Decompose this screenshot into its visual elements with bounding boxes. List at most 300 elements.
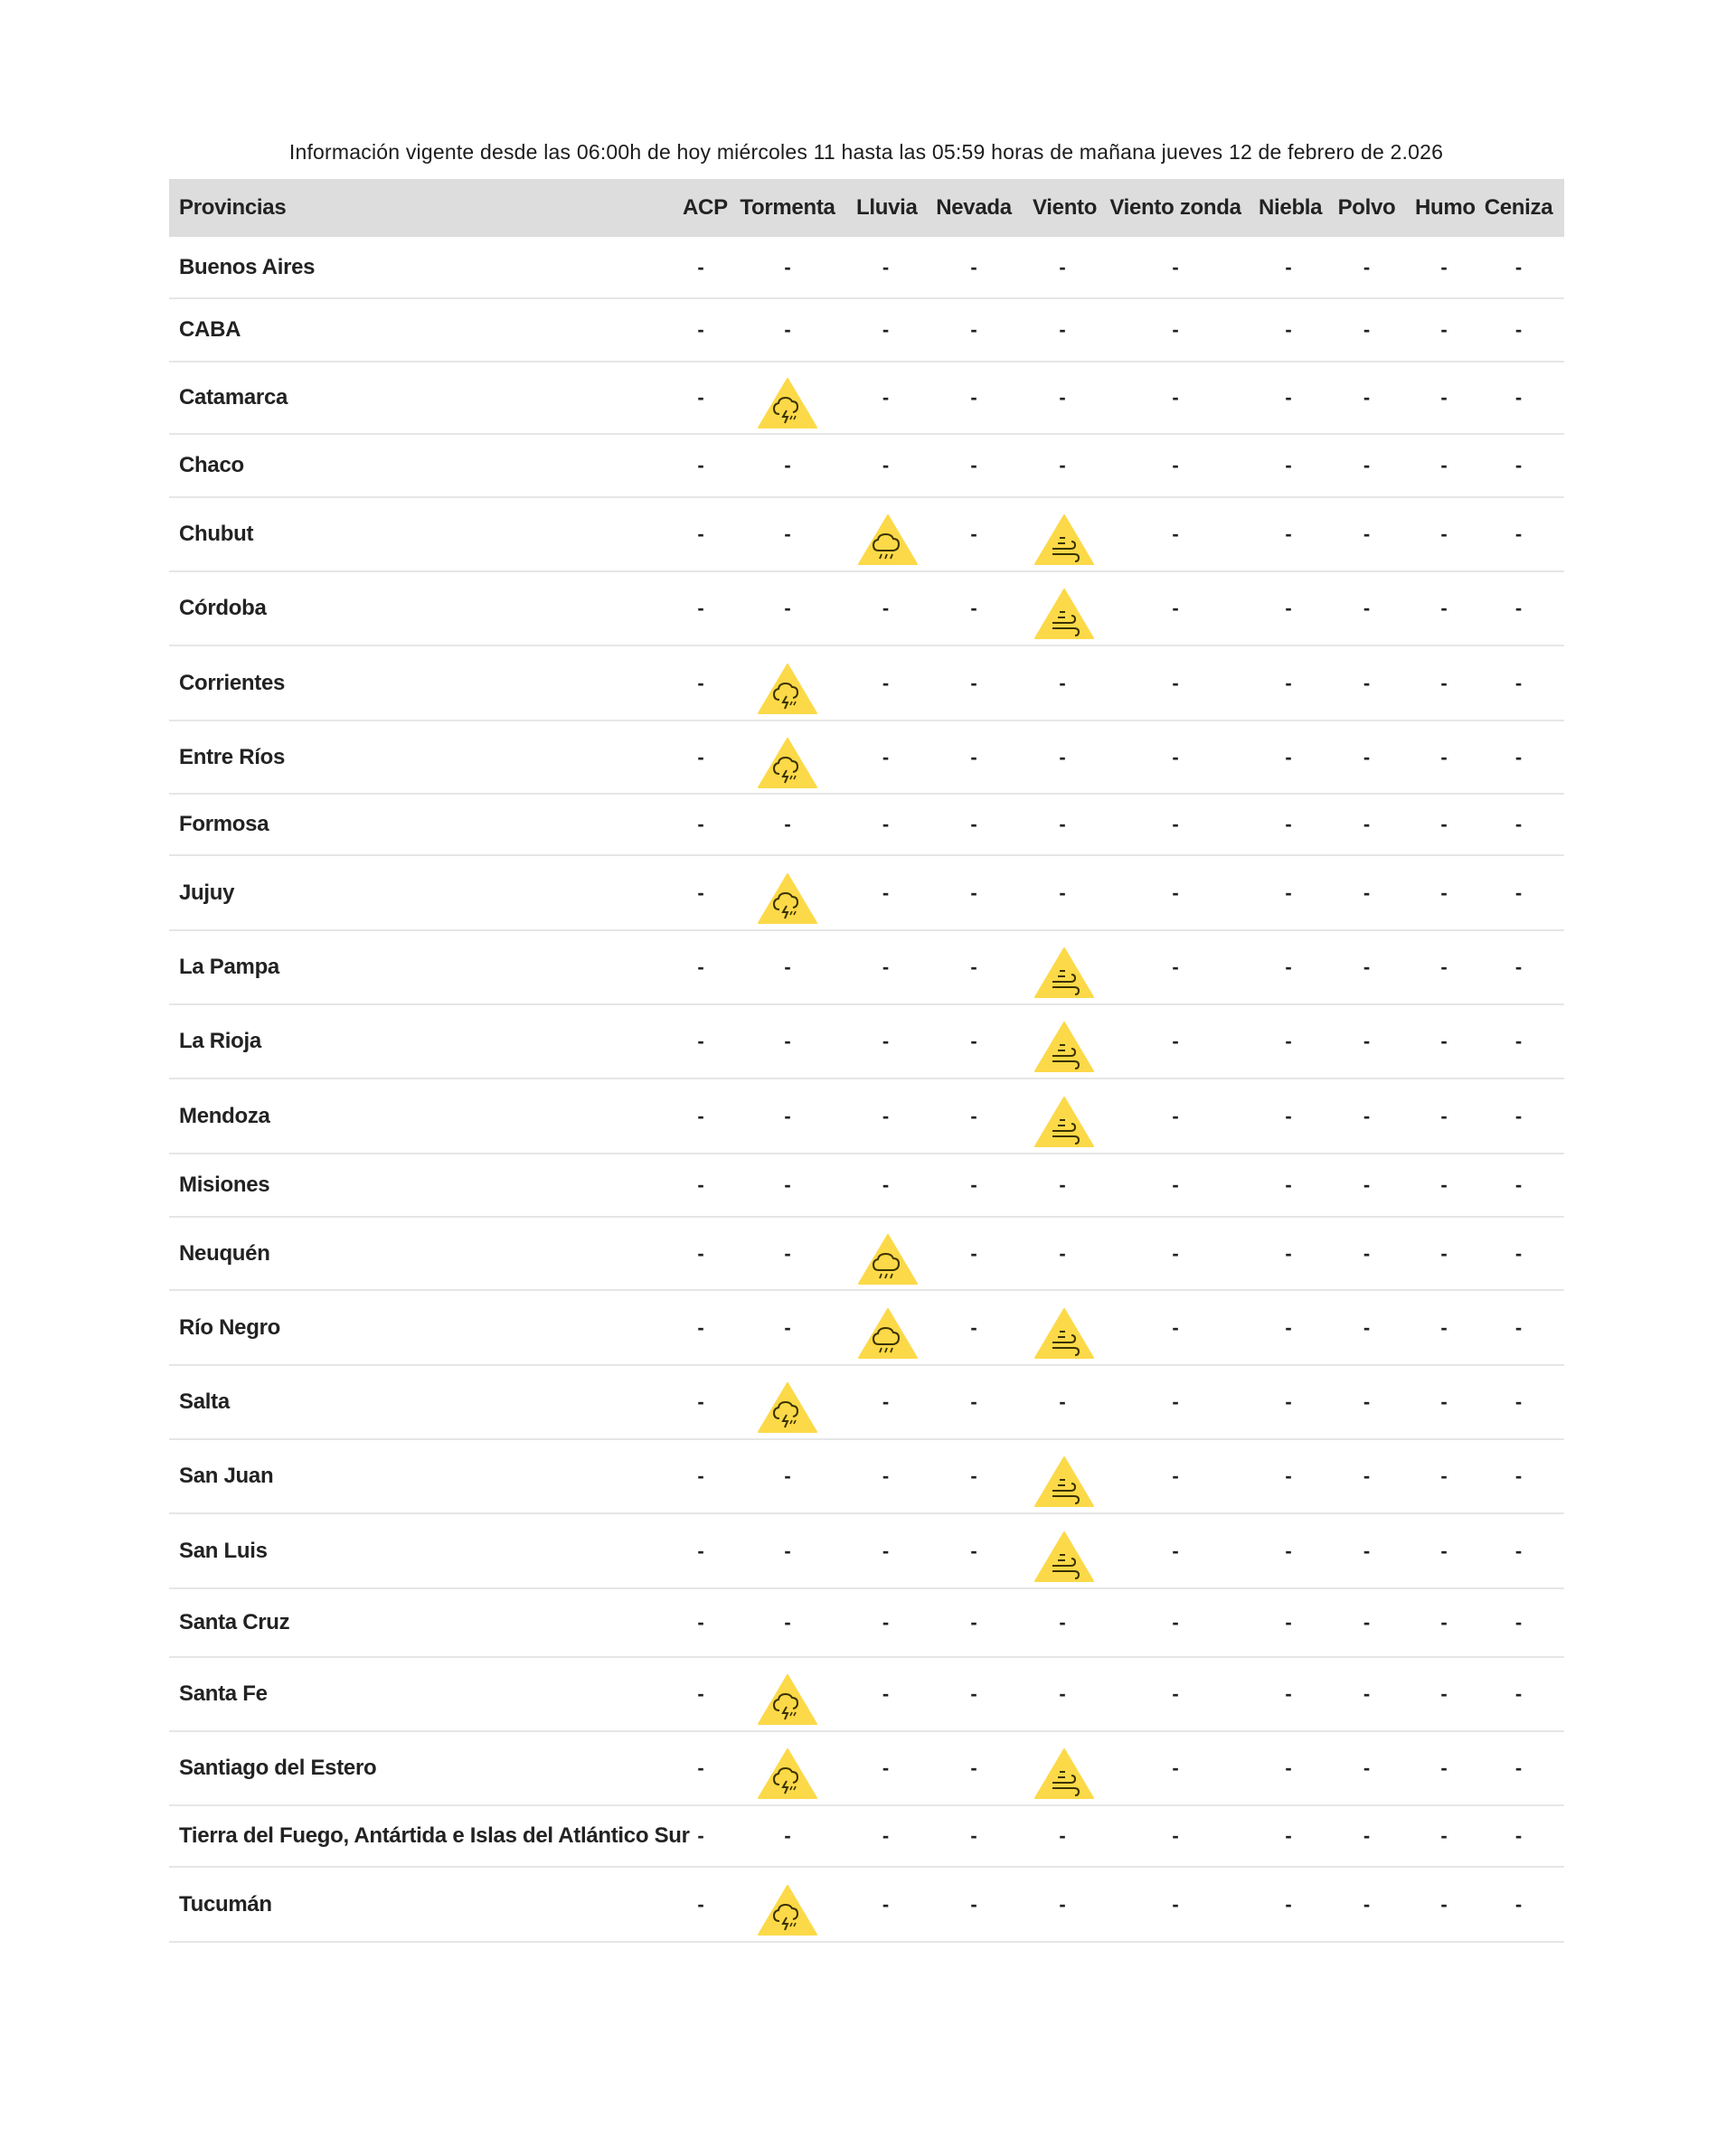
empty-cell: -: [1473, 930, 1564, 1004]
empty-cell: -: [1415, 434, 1473, 497]
empty-cell: -: [1318, 721, 1415, 794]
wind-warning-icon: [1033, 946, 1096, 1000]
empty-cell: -: [1033, 1805, 1092, 1867]
province-name: Entre Ríos: [169, 721, 683, 794]
empty-cell: -: [1473, 1004, 1564, 1078]
table-header-row: [169, 179, 1564, 237]
empty-cell: -: [1473, 1439, 1564, 1513]
empty-cell: -: [719, 434, 856, 497]
empty-cell: -: [1473, 1657, 1564, 1731]
empty-cell: -: [915, 1805, 1033, 1867]
province-name: Corrientes: [169, 645, 683, 721]
empty-cell: -: [719, 1439, 856, 1513]
province-name: Catamarca: [169, 362, 683, 434]
table-row: [169, 1731, 1564, 1805]
empty-cell: -: [1473, 645, 1564, 721]
empty-cell: -: [915, 855, 1033, 930]
empty-cell: -: [1092, 1154, 1259, 1217]
cell-viento: [1033, 1078, 1092, 1154]
empty-cell: -: [1415, 1657, 1473, 1731]
province-name: Chubut: [169, 497, 683, 571]
table-row: [169, 794, 1564, 855]
empty-cell: -: [1415, 930, 1473, 1004]
cell-viento: [1033, 930, 1092, 1004]
empty-cell: -: [1318, 1217, 1415, 1290]
empty-cell: -: [915, 1290, 1033, 1365]
empty-cell: -: [915, 1513, 1033, 1588]
empty-cell: -: [719, 298, 856, 362]
empty-cell: -: [683, 721, 719, 794]
empty-cell: -: [915, 1731, 1033, 1805]
empty-cell: -: [683, 237, 719, 298]
empty-cell: -: [1318, 1657, 1415, 1731]
wind-warning-icon: [1033, 1306, 1096, 1361]
column-header-viento-zonda: Viento zonda: [1109, 195, 1241, 220]
storm-warning-icon: [756, 1883, 819, 1937]
empty-cell: -: [1092, 794, 1259, 855]
empty-cell: -: [1318, 1731, 1415, 1805]
table-row: [169, 1513, 1564, 1588]
empty-cell: -: [915, 434, 1033, 497]
empty-cell: -: [1318, 1805, 1415, 1867]
column-header-ceniza: Ceniza: [1484, 195, 1553, 220]
empty-cell: -: [1259, 855, 1318, 930]
empty-cell: -: [683, 1217, 719, 1290]
empty-cell: -: [915, 1078, 1033, 1154]
empty-cell: -: [1092, 497, 1259, 571]
empty-cell: -: [1415, 298, 1473, 362]
empty-cell: -: [719, 1513, 856, 1588]
table-row: [169, 1078, 1564, 1154]
cell-viento: [1033, 1439, 1092, 1513]
province-name: Tucumán: [169, 1867, 683, 1942]
empty-cell: -: [1259, 434, 1318, 497]
empty-cell: -: [1259, 1805, 1318, 1867]
province-name: San Luis: [169, 1513, 683, 1588]
empty-cell: -: [1033, 1365, 1092, 1439]
empty-cell: -: [1415, 1217, 1473, 1290]
province-name: Mendoza: [169, 1078, 683, 1154]
empty-cell: -: [1092, 855, 1259, 930]
cell-tormenta: [719, 1657, 856, 1731]
empty-cell: -: [1415, 1588, 1473, 1657]
table-row: [169, 1365, 1564, 1439]
empty-cell: -: [683, 1004, 719, 1078]
wind-warning-icon: [1033, 513, 1096, 567]
empty-cell: -: [1473, 794, 1564, 855]
empty-cell: -: [1092, 1867, 1259, 1942]
empty-cell: -: [1259, 1290, 1318, 1365]
empty-cell: -: [856, 1657, 915, 1731]
province-name: Tierra del Fuego, Antártida e Islas del Atlántico Sur: [169, 1805, 683, 1867]
empty-cell: -: [1473, 1805, 1564, 1867]
empty-cell: -: [915, 794, 1033, 855]
empty-cell: -: [1092, 362, 1259, 434]
empty-cell: -: [856, 721, 915, 794]
empty-cell: -: [683, 1365, 719, 1439]
cell-tormenta: [719, 362, 856, 434]
province-name: Formosa: [169, 794, 683, 855]
empty-cell: -: [915, 1365, 1033, 1439]
empty-cell: -: [1473, 1217, 1564, 1290]
cell-viento: [1033, 1513, 1092, 1588]
cell-tormenta: [719, 855, 856, 930]
empty-cell: -: [683, 1439, 719, 1513]
empty-cell: -: [1092, 1290, 1259, 1365]
column-header-acp: ACP: [683, 195, 728, 220]
empty-cell: -: [1092, 434, 1259, 497]
empty-cell: -: [856, 1439, 915, 1513]
empty-cell: -: [683, 794, 719, 855]
empty-cell: -: [1318, 1439, 1415, 1513]
table-row: [169, 1439, 1564, 1513]
empty-cell: -: [1318, 571, 1415, 645]
table-row: [169, 362, 1564, 434]
table-row: [169, 298, 1564, 362]
empty-cell: -: [856, 1078, 915, 1154]
empty-cell: -: [1092, 571, 1259, 645]
storm-warning-icon: [756, 736, 819, 790]
table-row: [169, 571, 1564, 645]
empty-cell: -: [719, 1290, 856, 1365]
empty-cell: -: [856, 930, 915, 1004]
empty-cell: -: [683, 645, 719, 721]
wind-warning-icon: [1033, 587, 1096, 641]
empty-cell: -: [856, 645, 915, 721]
empty-cell: -: [1473, 298, 1564, 362]
empty-cell: -: [1318, 237, 1415, 298]
empty-cell: -: [1033, 298, 1092, 362]
rain-warning-icon: [856, 1232, 920, 1286]
table-row: [169, 645, 1564, 721]
cell-viento: [1033, 1731, 1092, 1805]
alert-table: [169, 179, 1564, 1943]
empty-cell: -: [1033, 434, 1092, 497]
empty-cell: -: [1259, 1867, 1318, 1942]
empty-cell: -: [1415, 237, 1473, 298]
empty-cell: -: [1473, 721, 1564, 794]
empty-cell: -: [1318, 1154, 1415, 1217]
empty-cell: -: [1473, 362, 1564, 434]
empty-cell: -: [856, 1004, 915, 1078]
empty-cell: -: [1473, 1731, 1564, 1805]
table-row: [169, 1154, 1564, 1217]
empty-cell: -: [1318, 855, 1415, 930]
empty-cell: -: [1033, 1867, 1092, 1942]
empty-cell: -: [915, 362, 1033, 434]
empty-cell: -: [856, 1365, 915, 1439]
empty-cell: -: [683, 1731, 719, 1805]
empty-cell: -: [1092, 645, 1259, 721]
empty-cell: -: [1318, 1588, 1415, 1657]
empty-cell: -: [856, 1805, 915, 1867]
cell-tormenta: [719, 1867, 856, 1942]
cell-tormenta: [719, 721, 856, 794]
empty-cell: -: [1415, 794, 1473, 855]
table-row: [169, 1657, 1564, 1731]
empty-cell: -: [1318, 1004, 1415, 1078]
empty-cell: -: [1415, 362, 1473, 434]
empty-cell: -: [719, 1805, 856, 1867]
empty-cell: -: [1318, 794, 1415, 855]
empty-cell: -: [1473, 855, 1564, 930]
empty-cell: -: [856, 362, 915, 434]
column-header-humo: Humo: [1415, 195, 1476, 220]
empty-cell: -: [1318, 645, 1415, 721]
table-row: [169, 1290, 1564, 1365]
column-header-viento: Viento: [1033, 195, 1098, 220]
province-name: Santa Cruz: [169, 1588, 683, 1657]
empty-cell: -: [1415, 1290, 1473, 1365]
table-row: [169, 1217, 1564, 1290]
cell-lluvia: [856, 497, 915, 571]
empty-cell: -: [683, 1078, 719, 1154]
empty-cell: -: [1473, 1365, 1564, 1439]
cell-viento: [1033, 1004, 1092, 1078]
table-row: [169, 497, 1564, 571]
empty-cell: -: [1259, 930, 1318, 1004]
empty-cell: -: [719, 497, 856, 571]
province-name: Misiones: [169, 1154, 683, 1217]
empty-cell: -: [915, 1217, 1033, 1290]
empty-cell: -: [1259, 1657, 1318, 1731]
empty-cell: -: [915, 1657, 1033, 1731]
empty-cell: -: [1473, 237, 1564, 298]
table-row: [169, 855, 1564, 930]
empty-cell: -: [1092, 721, 1259, 794]
empty-cell: -: [1318, 362, 1415, 434]
table-row: [169, 1588, 1564, 1657]
empty-cell: -: [683, 1657, 719, 1731]
empty-cell: -: [1092, 1805, 1259, 1867]
empty-cell: -: [1473, 434, 1564, 497]
empty-cell: -: [683, 1805, 719, 1867]
empty-cell: -: [719, 1588, 856, 1657]
wind-warning-icon: [1033, 1747, 1096, 1801]
empty-cell: -: [1092, 1513, 1259, 1588]
empty-cell: -: [1259, 571, 1318, 645]
column-header-niebla: Niebla: [1259, 195, 1323, 220]
empty-cell: -: [1473, 1154, 1564, 1217]
empty-cell: -: [1473, 1290, 1564, 1365]
empty-cell: -: [1092, 1439, 1259, 1513]
cell-tormenta: [719, 645, 856, 721]
empty-cell: -: [1415, 1805, 1473, 1867]
empty-cell: -: [1318, 298, 1415, 362]
table-row: [169, 1004, 1564, 1078]
storm-warning-icon: [756, 1747, 819, 1801]
empty-cell: -: [1318, 497, 1415, 571]
empty-cell: -: [856, 571, 915, 645]
empty-cell: -: [1259, 298, 1318, 362]
column-header-tormenta: Tormenta: [740, 195, 835, 220]
empty-cell: -: [719, 794, 856, 855]
province-name: Neuquén: [169, 1217, 683, 1290]
column-header-provincias: Provincias: [179, 195, 287, 220]
province-name: Santa Fe: [169, 1657, 683, 1731]
empty-cell: -: [915, 1154, 1033, 1217]
empty-cell: -: [1259, 1365, 1318, 1439]
empty-cell: -: [1033, 1588, 1092, 1657]
province-name: San Juan: [169, 1439, 683, 1513]
wind-warning-icon: [1033, 1455, 1096, 1509]
empty-cell: -: [915, 1004, 1033, 1078]
empty-cell: -: [1033, 1657, 1092, 1731]
empty-cell: -: [856, 1867, 915, 1942]
empty-cell: -: [1259, 1513, 1318, 1588]
empty-cell: -: [1318, 434, 1415, 497]
empty-cell: -: [1092, 298, 1259, 362]
cell-lluvia: [856, 1290, 915, 1365]
empty-cell: -: [683, 930, 719, 1004]
empty-cell: -: [1259, 721, 1318, 794]
empty-cell: -: [1259, 237, 1318, 298]
empty-cell: -: [1415, 645, 1473, 721]
wind-warning-icon: [1033, 1095, 1096, 1149]
empty-cell: -: [1415, 1731, 1473, 1805]
empty-cell: -: [1092, 1078, 1259, 1154]
empty-cell: -: [856, 1588, 915, 1657]
empty-cell: -: [683, 434, 719, 497]
empty-cell: -: [719, 1154, 856, 1217]
empty-cell: -: [915, 645, 1033, 721]
storm-warning-icon: [756, 871, 819, 926]
empty-cell: -: [1415, 1439, 1473, 1513]
empty-cell: -: [719, 1078, 856, 1154]
empty-cell: -: [1259, 362, 1318, 434]
empty-cell: -: [1033, 362, 1092, 434]
empty-cell: -: [683, 1154, 719, 1217]
empty-cell: -: [1092, 1365, 1259, 1439]
empty-cell: -: [1415, 1365, 1473, 1439]
empty-cell: -: [1092, 930, 1259, 1004]
empty-cell: -: [915, 721, 1033, 794]
province-name: Salta: [169, 1365, 683, 1439]
empty-cell: -: [1415, 1154, 1473, 1217]
cell-tormenta: [719, 1731, 856, 1805]
storm-warning-icon: [756, 662, 819, 716]
empty-cell: -: [915, 298, 1033, 362]
table-row: [169, 721, 1564, 794]
empty-cell: -: [915, 930, 1033, 1004]
empty-cell: -: [1033, 237, 1092, 298]
rain-warning-icon: [856, 513, 920, 567]
empty-cell: -: [1415, 1867, 1473, 1942]
empty-cell: -: [1415, 721, 1473, 794]
table-row: [169, 237, 1564, 298]
empty-cell: -: [1033, 855, 1092, 930]
empty-cell: -: [683, 1513, 719, 1588]
empty-cell: -: [1473, 497, 1564, 571]
empty-cell: -: [1318, 930, 1415, 1004]
empty-cell: -: [1473, 1513, 1564, 1588]
storm-warning-icon: [756, 1672, 819, 1727]
empty-cell: -: [719, 930, 856, 1004]
wind-warning-icon: [1033, 1020, 1096, 1074]
empty-cell: -: [1033, 645, 1092, 721]
cell-tormenta: [719, 1365, 856, 1439]
column-header-polvo: Polvo: [1337, 195, 1396, 220]
empty-cell: -: [719, 237, 856, 298]
empty-cell: -: [856, 237, 915, 298]
empty-cell: -: [683, 855, 719, 930]
empty-cell: -: [1092, 1588, 1259, 1657]
empty-cell: -: [1092, 1657, 1259, 1731]
cell-viento: [1033, 571, 1092, 645]
empty-cell: -: [856, 1154, 915, 1217]
table-body: [169, 237, 1564, 1942]
table-row: [169, 1805, 1564, 1867]
empty-cell: -: [856, 298, 915, 362]
empty-cell: -: [1415, 1078, 1473, 1154]
empty-cell: -: [1259, 497, 1318, 571]
empty-cell: -: [1259, 1439, 1318, 1513]
empty-cell: -: [1092, 237, 1259, 298]
empty-cell: -: [1318, 1365, 1415, 1439]
cell-lluvia: [856, 1217, 915, 1290]
empty-cell: -: [1259, 1004, 1318, 1078]
empty-cell: -: [915, 237, 1033, 298]
empty-cell: -: [1033, 794, 1092, 855]
empty-cell: -: [1473, 1867, 1564, 1942]
empty-cell: -: [1259, 1731, 1318, 1805]
empty-cell: -: [1033, 1217, 1092, 1290]
empty-cell: -: [719, 1217, 856, 1290]
column-header-lluvia: Lluvia: [856, 195, 918, 220]
province-name: Buenos Aires: [169, 237, 683, 298]
empty-cell: -: [1415, 1004, 1473, 1078]
empty-cell: -: [915, 1867, 1033, 1942]
table-row: [169, 1867, 1564, 1942]
empty-cell: -: [915, 497, 1033, 571]
storm-warning-icon: [756, 376, 819, 430]
storm-warning-icon: [756, 1380, 819, 1435]
empty-cell: -: [1415, 1513, 1473, 1588]
empty-cell: -: [1259, 1588, 1318, 1657]
empty-cell: -: [683, 298, 719, 362]
wind-warning-icon: [1033, 1530, 1096, 1584]
rain-warning-icon: [856, 1306, 920, 1361]
empty-cell: -: [1259, 794, 1318, 855]
empty-cell: -: [915, 571, 1033, 645]
empty-cell: -: [719, 1004, 856, 1078]
empty-cell: -: [1318, 1513, 1415, 1588]
empty-cell: -: [1033, 1154, 1092, 1217]
empty-cell: -: [683, 1588, 719, 1657]
empty-cell: -: [1259, 645, 1318, 721]
column-header-nevada: Nevada: [936, 195, 1012, 220]
empty-cell: -: [856, 855, 915, 930]
empty-cell: -: [1473, 571, 1564, 645]
empty-cell: -: [719, 571, 856, 645]
empty-cell: -: [1473, 1078, 1564, 1154]
province-name: Chaco: [169, 434, 683, 497]
cell-viento: [1033, 497, 1092, 571]
empty-cell: -: [1092, 1004, 1259, 1078]
empty-cell: -: [856, 434, 915, 497]
empty-cell: -: [1415, 571, 1473, 645]
empty-cell: -: [1318, 1078, 1415, 1154]
cell-viento: [1033, 1290, 1092, 1365]
province-name: Jujuy: [169, 855, 683, 930]
province-name: Santiago del Estero: [169, 1731, 683, 1805]
empty-cell: -: [1033, 721, 1092, 794]
empty-cell: -: [1092, 1731, 1259, 1805]
empty-cell: -: [915, 1439, 1033, 1513]
empty-cell: -: [856, 1731, 915, 1805]
table-row: [169, 434, 1564, 497]
empty-cell: -: [683, 362, 719, 434]
